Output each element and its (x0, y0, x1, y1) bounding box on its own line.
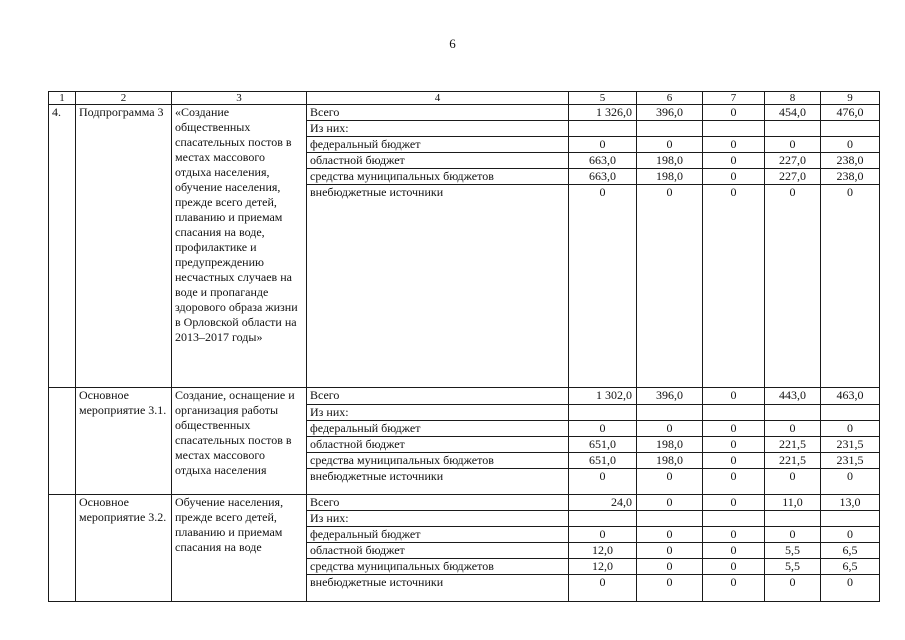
value-cell: 5,5 (765, 559, 821, 575)
value-cell: 12,0 (569, 559, 637, 575)
header-cell: 4 (307, 92, 569, 105)
value-cell: 0 (569, 137, 637, 153)
table-row (49, 105, 880, 121)
value-cell: 198,0 (637, 169, 703, 185)
value-cell: 13,0 (821, 495, 880, 511)
value-cell (569, 121, 637, 137)
value-cell: 0 (821, 137, 880, 153)
source-label: внебюджетные источники (307, 469, 569, 495)
value-cell: 231,5 (821, 437, 880, 453)
budget-table (48, 91, 880, 602)
value-cell: 651,0 (569, 437, 637, 453)
value-cell (569, 511, 637, 527)
header-cell: 7 (703, 92, 765, 105)
value-cell (765, 405, 821, 421)
value-cell: 663,0 (569, 153, 637, 169)
value-cell: 198,0 (637, 153, 703, 169)
value-cell: 0 (703, 153, 765, 169)
value-cell: 24,0 (569, 495, 637, 511)
value-cell: 0 (569, 421, 637, 437)
value-cell: 227,0 (765, 153, 821, 169)
header-cell: 1 (49, 92, 76, 105)
row-number: 4. (49, 105, 76, 388)
value-cell: 0 (703, 105, 765, 121)
value-cell: 0 (821, 421, 880, 437)
table-row (49, 388, 880, 405)
value-cell: 1 326,0 (569, 105, 637, 121)
value-cell (821, 121, 880, 137)
value-cell: 0 (637, 495, 703, 511)
value-cell (821, 405, 880, 421)
value-cell: 0 (703, 137, 765, 153)
source-label: Всего (307, 105, 569, 121)
value-cell: 454,0 (765, 105, 821, 121)
source-label: областной бюджет (307, 153, 569, 169)
header-cell: 6 (637, 92, 703, 105)
value-cell: 0 (703, 543, 765, 559)
source-label: средства муниципальных бюджетов (307, 453, 569, 469)
value-cell (821, 511, 880, 527)
source-label: Из них: (307, 405, 569, 421)
value-cell (765, 511, 821, 527)
value-cell: 6,5 (821, 543, 880, 559)
source-label: средства муниципальных бюджетов (307, 559, 569, 575)
source-label: федеральный бюджет (307, 137, 569, 153)
header-cell: 5 (569, 92, 637, 105)
value-cell: 0 (637, 527, 703, 543)
value-cell: 0 (821, 575, 880, 602)
program-description: «Создание общественных спасательных постов в местах массового отдыха населения, обучение населения, прежде всего детей, плаванию и приемам спасания на воде, профилактике и предупреждению несчастных случаев на воде и пропаганде здорового образа жизни в Орловской области на 2013–2017 годы» (172, 105, 307, 388)
value-cell: 0 (765, 469, 821, 495)
value-cell: 0 (637, 559, 703, 575)
program-description: Создание, оснащение и организация работы общественных спасательных постов в местах массового отдыха населения (172, 388, 307, 495)
program-name: Основное мероприятие 3.1. (76, 388, 172, 495)
value-cell: 0 (821, 527, 880, 543)
value-cell: 0 (703, 185, 765, 388)
value-cell (637, 405, 703, 421)
value-cell: 0 (569, 575, 637, 602)
value-cell: 663,0 (569, 169, 637, 185)
value-cell: 0 (637, 185, 703, 388)
value-cell: 0 (821, 185, 880, 388)
program-name: Основное мероприятие 3.2. (76, 495, 172, 602)
row-number (49, 388, 76, 495)
value-cell: 0 (569, 527, 637, 543)
header-cell: 3 (172, 92, 307, 105)
value-cell: 0 (703, 495, 765, 511)
value-cell: 0 (637, 421, 703, 437)
value-cell (703, 405, 765, 421)
value-cell: 238,0 (821, 153, 880, 169)
value-cell: 0 (637, 137, 703, 153)
value-cell: 0 (703, 559, 765, 575)
value-cell: 231,5 (821, 453, 880, 469)
source-label: внебюджетные источники (307, 185, 569, 388)
value-cell: 221,5 (765, 453, 821, 469)
value-cell (765, 121, 821, 137)
value-cell: 1 302,0 (569, 388, 637, 405)
value-cell: 6,5 (821, 559, 880, 575)
value-cell: 227,0 (765, 169, 821, 185)
value-cell: 0 (569, 185, 637, 388)
value-cell: 0 (765, 185, 821, 388)
source-label: внебюджетные источники (307, 575, 569, 602)
table-row (49, 495, 880, 511)
source-label: федеральный бюджет (307, 527, 569, 543)
source-label: областной бюджет (307, 543, 569, 559)
value-cell (703, 511, 765, 527)
value-cell: 0 (569, 469, 637, 495)
value-cell: 11,0 (765, 495, 821, 511)
value-cell: 0 (703, 575, 765, 602)
value-cell: 0 (637, 543, 703, 559)
value-cell: 221,5 (765, 437, 821, 453)
value-cell: 0 (703, 469, 765, 495)
value-cell: 0 (703, 421, 765, 437)
value-cell: 476,0 (821, 105, 880, 121)
header-cell: 9 (821, 92, 880, 105)
program-description: Обучение населения, прежде всего детей, плаванию и приемам спасания на воде (172, 495, 307, 602)
header-cell: 2 (76, 92, 172, 105)
value-cell: 198,0 (637, 437, 703, 453)
source-label: Из них: (307, 121, 569, 137)
row-number (49, 495, 76, 602)
value-cell: 12,0 (569, 543, 637, 559)
value-cell: 0 (703, 437, 765, 453)
value-cell: 0 (765, 527, 821, 543)
value-cell (637, 121, 703, 137)
value-cell (569, 405, 637, 421)
value-cell (703, 121, 765, 137)
value-cell: 0 (821, 469, 880, 495)
program-name: Подпрограмма 3 (76, 105, 172, 388)
value-cell (637, 511, 703, 527)
source-label: областной бюджет (307, 437, 569, 453)
value-cell: 0 (637, 575, 703, 602)
source-label: Всего (307, 495, 569, 511)
value-cell: 0 (637, 469, 703, 495)
source-label: Из них: (307, 511, 569, 527)
value-cell: 0 (703, 388, 765, 405)
header-row (49, 92, 880, 105)
source-label: федеральный бюджет (307, 421, 569, 437)
header-cell: 8 (765, 92, 821, 105)
value-cell: 0 (703, 453, 765, 469)
source-label: Всего (307, 388, 569, 405)
value-cell: 443,0 (765, 388, 821, 405)
source-label: средства муниципальных бюджетов (307, 169, 569, 185)
value-cell: 5,5 (765, 543, 821, 559)
value-cell: 0 (703, 169, 765, 185)
value-cell: 198,0 (637, 453, 703, 469)
value-cell: 238,0 (821, 169, 880, 185)
value-cell: 0 (765, 421, 821, 437)
value-cell: 651,0 (569, 453, 637, 469)
page-number: 6 (449, 36, 456, 51)
value-cell: 396,0 (637, 388, 703, 405)
value-cell: 463,0 (821, 388, 880, 405)
value-cell: 396,0 (637, 105, 703, 121)
value-cell: 0 (765, 137, 821, 153)
value-cell: 0 (765, 575, 821, 602)
value-cell: 0 (703, 527, 765, 543)
